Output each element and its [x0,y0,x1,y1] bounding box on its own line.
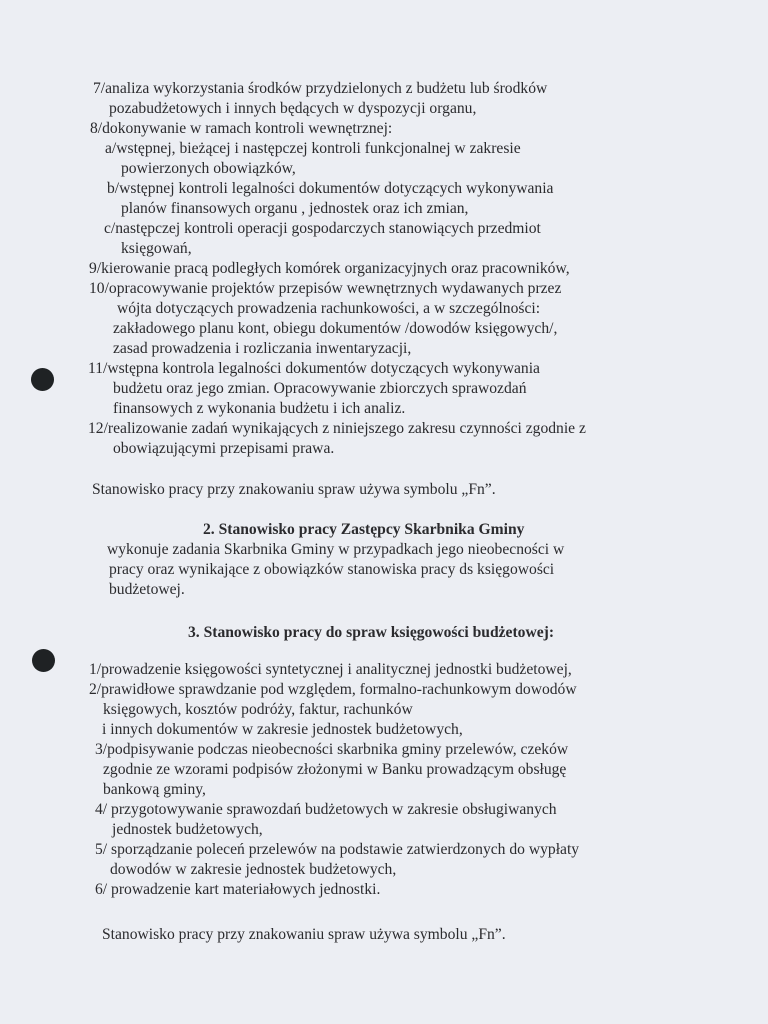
text-line: powierzonych obowiązków, [121,160,296,177]
text-line: i innych dokumentów w zakresie jednostek budżetowych, [102,721,463,738]
text-line: zasad prowadzenia i rozliczania inwentaryzacji, [113,340,412,357]
text-line: b/wstępnej kontroli legalności dokumentów dotyczących wykonywania [107,180,554,197]
punch-hole-top [31,368,54,391]
text-line: 1/prowadzenie księgowości syntetycznej i analitycznej jednostki budżetowej, [89,661,572,678]
section-heading-2: 2. Stanowisko pracy Zastępcy Skarbnika Gminy [203,521,525,538]
text-line: księgowych, kosztów podróży, faktur, rachunków [103,701,413,718]
text-line: 10/opracowywanie projektów przepisów wewnętrznych wydawanych przez [89,280,562,297]
text-line: pracy oraz wynikające z obowiązków stanowiska pracy ds księgowości [109,561,555,578]
text-line: planów finansowych organu , jednostek oraz ich zmian, [121,200,469,217]
text-line: zakładowego planu kont, obiegu dokumentów /dowodów księgowych/, [113,320,558,337]
text-line: 3/podpisywanie podczas nieobecności skarbnika gminy przelewów, czeków [95,741,569,758]
text-line: wójta dotyczących prowadzenia rachunkowości, a w szczególności: [117,300,541,317]
section-heading-3: 3. Stanowisko pracy do spraw księgowości budżetowej: [188,624,555,641]
symbol-note: Stanowisko pracy przy znakowaniu spraw używa symbolu „Fn”. [92,481,496,498]
text-line: c/następczej kontroli operacji gospodarczych stanowiących przedmiot [104,220,541,237]
text-line: 6/ prowadzenie kart materiałowych jednostki. [95,881,381,898]
text-line: jednostek budżetowych, [112,821,263,838]
text-line: bankową gminy, [103,781,206,798]
text-line: budżetowej. [109,581,185,598]
text-line: dowodów w zakresie jednostek budżetowych, [110,861,397,878]
text-line: a/wstępnej, bieżącej i następczej kontroli funkcjonalnej w zakresie [105,140,521,157]
text-line: 8/dokonywanie w ramach kontroli wewnętrznej: [90,120,393,137]
text-line: księgowań, [121,240,192,257]
punch-hole-bottom [32,649,55,672]
text-line: 9/kierowanie pracą podległych komórek organizacyjnych oraz pracowników, [89,260,570,277]
text-line: finansowych z wykonania budżetu i ich analiz. [113,400,406,417]
text-line: 12/realizowanie zadań wynikających z niniejszego zakresu czynności zgodnie z [88,420,586,437]
text-line: 11/wstępna kontrola legalności dokumentów dotyczących wykonywania [88,360,540,377]
text-line: budżetu oraz jego zmian. Opracowywanie zbiorczych sprawozdań [113,380,527,397]
text-line: pozabudżetowych i innych będących w dyspozycji organu, [109,100,477,117]
symbol-note: Stanowisko pracy przy znakowaniu spraw używa symbolu „Fn”. [102,926,506,943]
text-line: 7/analiza wykorzystania środków przydzielonych z budżetu lub środków [93,80,548,97]
text-line: obowiązującymi przepisami prawa. [113,440,335,457]
text-line: wykonuje zadania Skarbnika Gminy w przypadkach jego nieobecności w [107,541,565,558]
text-line: zgodnie ze wzorami podpisów złożonymi w Banku prowadzącym obsługę [103,761,567,778]
text-line: 4/ przygotowywanie sprawozdań budżetowych w zakresie obsługiwanych [95,801,557,818]
text-line: 5/ sporządzanie poleceń przelewów na podstawie zatwierdzonych do wypłaty [95,841,580,858]
text-line: 2/prawidłowe sprawdzanie pod względem, formalno-rachunkowym dowodów [89,681,577,698]
